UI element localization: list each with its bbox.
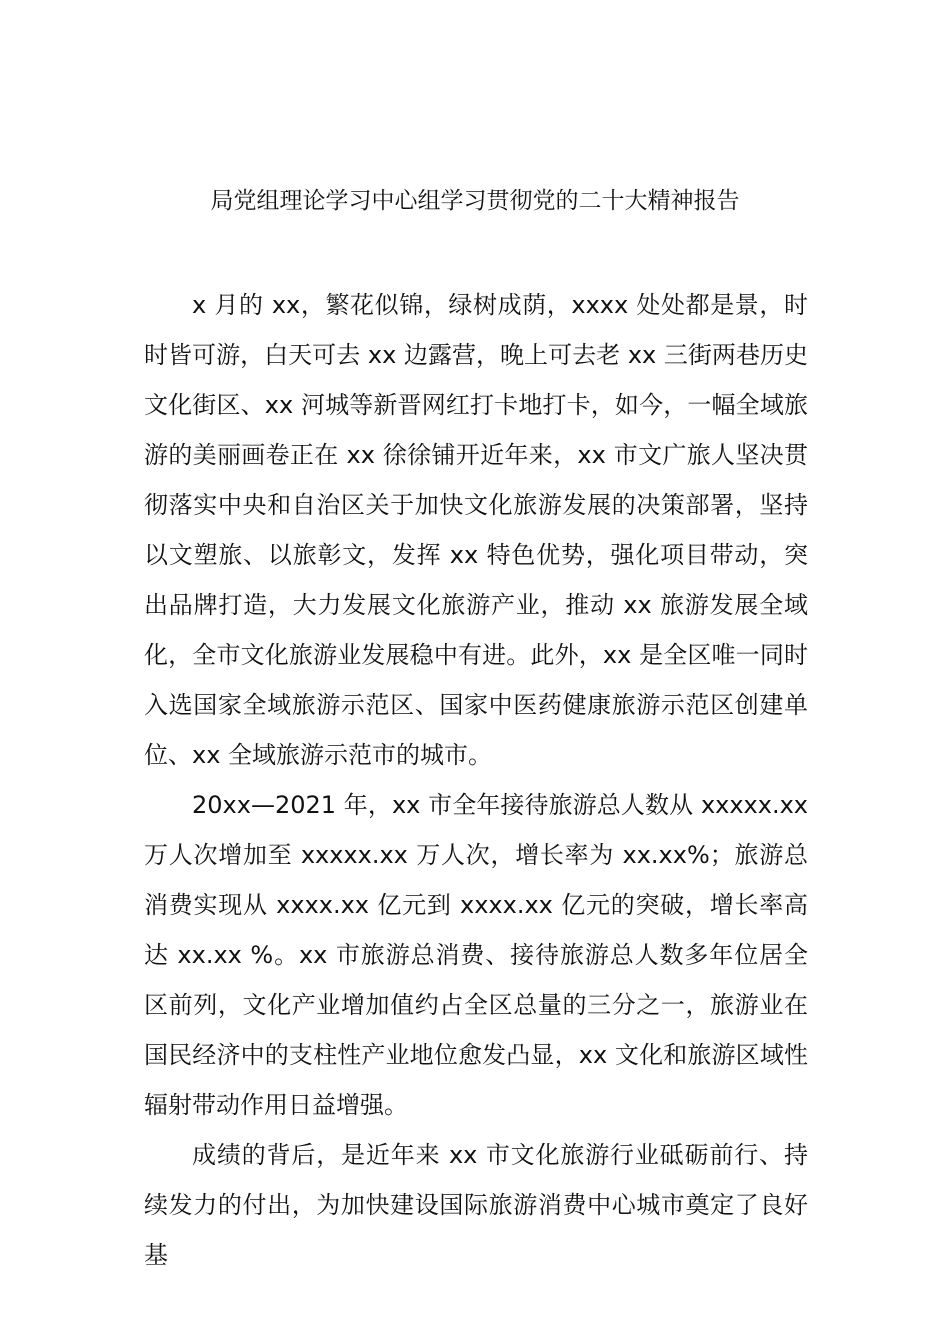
paragraph-3: 成绩的背后，是近年来 xx 市文化旅游行业砥砺前行、持续发力的付出，为加快建设国际旅游消费中心城市奠定了良好基 — [144, 1141, 808, 1269]
paragraph-1: x 月的 xx，繁花似锦，绿树成荫，xxxx 处处都是景，时时皆可游，白天可去 xx 边露营，晚上可去老 xx 三街两巷历史文化街区、xx 河城等新晋网红打卡地打卡，如今，一幅全域旅游的美丽画卷正在 xx 徐徐铺开近年来，xx 市文广旅人坚决贯彻落实中央和自治区关于加快文化旅游发展的决策部署，坚持以文塑旅、以旅彰文，发挥 xx 特色优势，强化项目带动，突出品牌打造，大力发展文化旅游产业，推动 xx 旅游发展全域化，全市文化旅游业发展稳中有进。此外，xx 是全区唯一同时入选国家全域旅游示范区、国家中医药健康旅游示范区创建单位、xx 全域旅游示范市的城市。 — [144, 291, 808, 769]
document-body — [144, 280, 808, 1280]
paragraph-2: 20xx—2021 年，xx 市全年接待旅游总人数从 xxxxx.xx 万人次增加至 xxxxx.xx 万人次，增长率为 xx.xx%；旅游总消费实现从 xxxx.xx 亿元到 xxxx.xx 亿元的突破，增长率高达 xx.xx %。xx 市旅游总消费、接待旅游总人数多年位居全区前列，文化产业增加值约占全区总量的三分之一，旅游业在国民经济中的支柱性产业地位愈发凸显，xx 文化和旅游区域性辐射带动作用日益增强。 — [144, 791, 808, 1119]
document-title: 局党组理论学习中心组学习贯彻党的二十大精神报告 — [210, 188, 740, 214]
